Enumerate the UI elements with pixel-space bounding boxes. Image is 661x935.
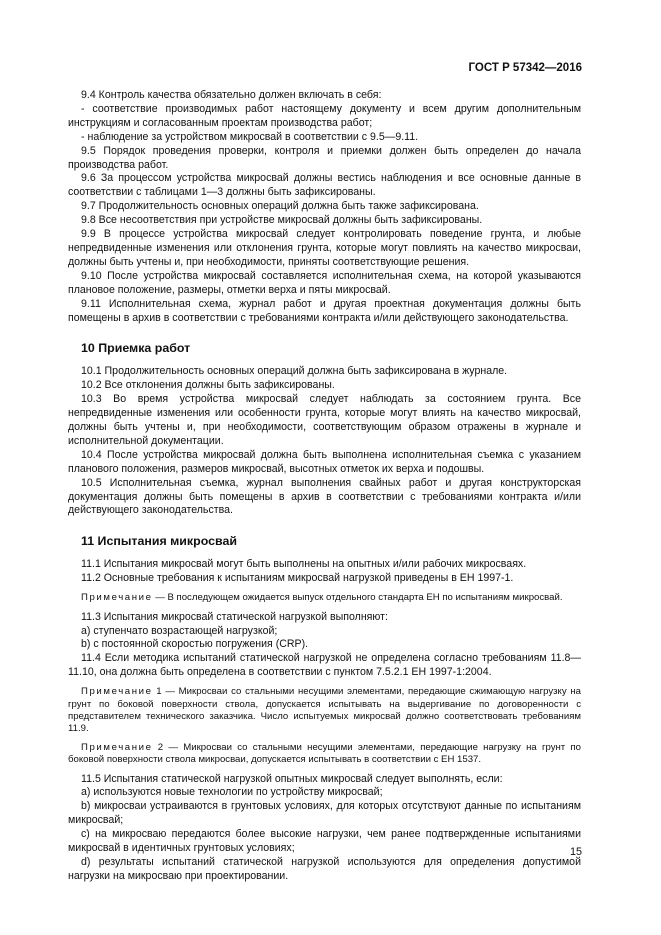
para-10-3: 10.3 Во время устройства микросвай следует наблюдать за состоянием грунта. Все непредвиденные изменения или особенности грунта, которые могут влиять на качество микросвай, должны быть учтены и, при необходимости, соответствующим образом отражены в журнале и исполнительной документации. <box>68 393 581 447</box>
para-9-10: 9.10 После устройства микросвай составляется исполнительная схема, на которой указываются плановое положение, размеры, отметки верха и пяты микросвай. <box>68 269 581 296</box>
para-10-2: 10.2 Все отклонения должны быть зафиксированы. <box>81 379 335 392</box>
note-1 <box>68 686 581 736</box>
note-text: — В последующем ожидается выпуск отдельного стандарта ЕН по испытаниям микросвай. <box>152 592 563 604</box>
list-item: а) используются новые технологии по устройству микросвай; <box>81 786 383 799</box>
list-item: - наблюдение за устройством микросвай в соответствии с 9.5—9.11. <box>81 130 419 143</box>
para-9-7: 9.7 Продолжительность основных операций должна быть также зафиксирована. <box>81 200 479 213</box>
para-9-8: 9.8 Все несоответствия при устройстве микросвай должны быть зафиксированы. <box>81 214 483 227</box>
list-item: b) с постоянной скоростью погружения (CRP). <box>81 638 309 651</box>
section-10-title: 10 Приемка работ <box>81 341 191 356</box>
document-header: ГОСТ Р 57342—2016 <box>468 62 582 74</box>
para-10-5: 10.5 Исполнительная съемка, журнал выполнения свайных работ и другая конструкторская документация должны быть помещены в архив в соответствии с требованиями контракта и/или действующего законодательства. <box>68 476 581 517</box>
para-9-4: 9.4 Контроль качества обязательно должен включать в себя: <box>81 89 382 101</box>
section-11-title: 11 Испытания микросвай <box>81 534 237 549</box>
note-text: 1 — Микросваи со стальными несущими элементами, передающие сжимающую нагрузку на грунт по боковой поверхности ствола, допускается испытывать на выдергивание по договоренности с представителем технического заказчика. Число испытуемых микросвай должно соответствовать требованиям 11.9. <box>68 686 581 735</box>
para-10-4: 10.4 После устройства микросвай должна быть выполнена исполнительная съемка с указанием планового положения, размеров микросвай, высотных отметок их верха и подошвы. <box>68 448 581 475</box>
para-9-11: 9.11 Исполнительная схема, журнал работ и другая проектная документация должны быть помещены в архив в соответствии с требованиями контракта и/или действующего законодательства. <box>68 297 581 324</box>
note-text: 2 — Микросваи со стальными несущими элементами, передающие нагрузку на грунт по боковой поверхности ствола микросваи, допускается испытывать в соответствии с ЕН 1537. <box>68 741 581 766</box>
page-number: 15 <box>569 846 582 858</box>
para-11-4: 11.4 Если методика испытаний статической нагрузкой не определена согласно требованиям 11.8—11.10, она должна быть определена в соответствии с пунктом 7.5.2.1 ЕН 1997-1:2004. <box>68 652 581 679</box>
para-10-1: 10.1 Продолжительность основных операций должна быть зафиксирована в журнале. <box>81 365 508 378</box>
para-11-3: 11.3 Испытания микросвай статической нагрузкой выполняют: <box>81 610 388 623</box>
list-item: d) результаты испытаний статической нагрузкой используются для определения допустимой нагрузки на микросваю при проектировании. <box>68 856 581 882</box>
list-item: а) ступенчато возрастающей нагрузкой; <box>81 624 278 637</box>
para-11-1: 11.1 Испытания микросвай могут быть выполнены на опытных и/или рабочих микросваях. <box>81 558 527 571</box>
para-11-2: 11.2 Основные требования к испытаниям микросвай нагрузкой приведены в ЕН 1997-1. <box>81 572 514 585</box>
list-item: - соответствие производимых работ настоящему документу и всем другим дополнительным инструкциям и согласованным проектам производства работ; <box>68 102 581 129</box>
list-item: b) микросваи устраиваются в грунтовых условиях, для которых отсутствуют данные по испытаниям микросвай; <box>68 800 581 827</box>
note-0 <box>68 592 581 604</box>
note-label: Примечание <box>81 686 153 698</box>
page-content <box>68 89 581 884</box>
para-9-9: 9.9 В процессе устройства микросвай следует контролировать поведение грунта, и любые непредвиденные изменения или отклонения грунта, которые могут повлиять на качество микросваи, должны быть учтены и, при необходимости, приняты соответствующие решения. <box>68 228 581 268</box>
para-11-5: 11.5 Испытания статической нагрузкой опытных микросвай следует выполнять, если: <box>81 772 503 785</box>
para-9-6: 9.6 За процессом устройства микросвай должны вестись наблюдения и все основные данные в соответствии с таблицами 1—3 должны быть зафиксированы. <box>68 172 581 199</box>
note-label: Примечание <box>81 592 153 604</box>
para-9-5: 9.5 Порядок проведения проверки, контроля и приемки должен быть определен до начала производства работ. <box>68 144 581 171</box>
note-label: Примечание <box>81 741 153 753</box>
list-item: с) на микросваю передаются более высокие нагрузки, чем ранее подтвержденные испытаниями микросвай в идентичных грунтовых условиях; <box>68 828 581 855</box>
note-2 <box>68 742 581 767</box>
